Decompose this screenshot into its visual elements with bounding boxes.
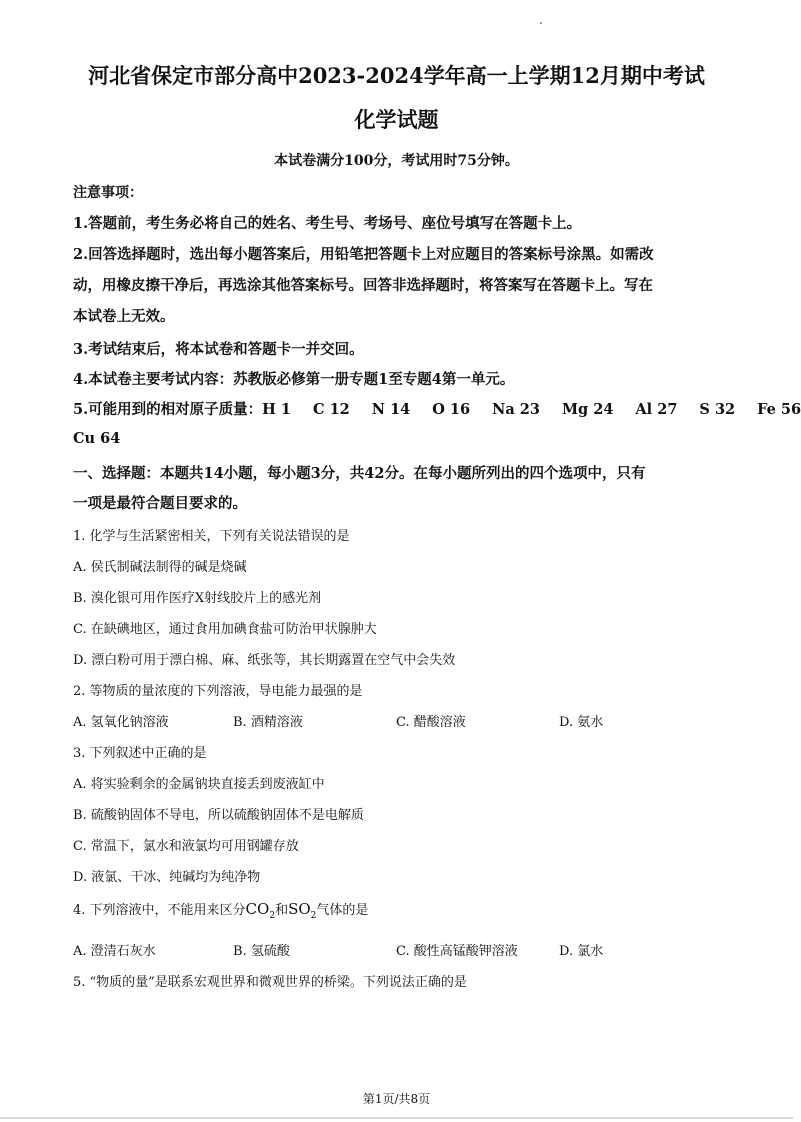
q2-option-c: C. 醋酸溶液: [396, 715, 466, 730]
atom-c: C 12: [312, 401, 350, 418]
q3-stem: 3. 下列叙述中正确的是: [73, 746, 207, 761]
section-1-line-1: 一、选择题：本题共14小题，每小题3分，共42分。在每小题所列出的四个选项中，只有: [73, 465, 646, 482]
formula-so2-sub: 2: [310, 911, 317, 921]
q1-option-c: C. 在缺碘地区，通过食用加碘食盐可防治甲状腺肿大: [73, 622, 377, 637]
q1-option-a: A. 侯氏制碱法制得的碱是烧碱: [73, 560, 247, 575]
section-1-line-2: 一项是最符合题目要求的。: [73, 495, 247, 512]
exam-info: 本试卷满分100分，考试用时75分钟。: [274, 153, 519, 169]
notice-item-3: 3.考试结束后，将本试卷和答题卡一并交回。: [73, 341, 364, 358]
q2-option-a: A. 氢氧化钠溶液: [73, 715, 169, 730]
exam-title: 河北省保定市部分高中2023-2024学年高一上学期12月期中考试: [88, 63, 705, 88]
atom-fe: Fe 56: [757, 401, 801, 418]
scan-dot: [540, 22, 542, 24]
atom-mg: Mg 24: [562, 401, 614, 418]
q1-option-b: B. 溴化银可用作医疗X射线胶片上的感光剂: [73, 591, 322, 606]
q1-stem: 1. 化学与生活紧密相关，下列有关说法错误的是: [73, 529, 350, 544]
atom-cu: Cu 64: [73, 430, 121, 447]
q2-option-d: D. 氨水: [559, 715, 604, 730]
atom-h: H 1: [262, 401, 291, 418]
notice-item-1: 1.答题前，考生务必将自己的姓名、考生号、考场号、座位号填写在答题卡上。: [73, 215, 582, 232]
q3-option-d: D. 液氯、干冰、纯碱均为纯净物: [73, 870, 261, 885]
atom-o: O 16: [432, 401, 471, 418]
q4-option-d: D. 氯水: [559, 944, 604, 959]
q2-option-b: B. 酒精溶液: [233, 715, 303, 730]
q4-option-b: B. 氢硫酸: [233, 944, 290, 959]
notice-item-2-line-2: 动，用橡皮擦干净后，再选涂其他答案标号。回答非选择题时，将答案写在答题卡上。写在: [73, 277, 653, 294]
q1-option-d: D. 漂白粉可用于漂白棉、麻、纸张等，其长期露置在空气中会失效: [73, 653, 456, 668]
q4-stem-post: 气体的是: [316, 903, 369, 918]
formula-so2: [288, 900, 317, 921]
page-bottom-line: [0, 1117, 793, 1119]
notice-item-2-line-3: 本试卷上无效。: [73, 308, 175, 325]
q4-stem: [73, 899, 368, 921]
q3-option-a: A. 将实验剩余的金属钠块直接丢到废液缸中: [73, 777, 325, 792]
notice-heading: 注意事项：: [73, 185, 143, 201]
q4-option-a: A. 澄清石灰水: [73, 944, 156, 959]
q4-option-c: C. 酸性高锰酸钾溶液: [396, 944, 518, 959]
atomic-mass-label: 5.可能用到的相对原子质量：: [73, 401, 263, 418]
formula-so2-base: SO: [288, 900, 311, 918]
q3-option-b: B. 硫酸钠固体不导电，所以硫酸钠固体不是电解质: [73, 808, 364, 823]
notice-item-2-line-1: 2.回答选择题时，选出每小题答案后，用铅笔把答题卡上对应题目的答案标号涂黑。如需改: [73, 246, 654, 263]
exam-subtitle: 化学试题: [354, 107, 439, 132]
q5-stem: 5. “物质的量”是联系宏观世界和微观世界的桥梁。下列说法正确的是: [73, 975, 467, 990]
atom-s: S 32: [699, 401, 736, 418]
formula-co2-sub: 2: [269, 911, 276, 921]
q4-stem-pre: 4. 下列溶液中，不能用来区分: [73, 903, 246, 918]
formula-co2: [245, 900, 276, 921]
q3-option-c: C. 常温下，氯水和液氯均可用钢罐存放: [73, 839, 299, 854]
atom-na: Na 23: [492, 401, 540, 418]
notice-item-4: 4.本试卷主要考试内容：苏教版必修第一册专题1至专题4第一单元。: [73, 371, 515, 388]
atom-n: N 14: [371, 401, 411, 418]
q4-and: 和: [275, 903, 289, 918]
q2-stem: 2. 等物质的量浓度的下列溶液，导电能力最强的是: [73, 684, 363, 699]
atomic-mass-list: [73, 398, 801, 419]
atom-al: Al 27: [635, 401, 678, 418]
formula-co2-base: CO: [245, 900, 270, 918]
page-number: 第1页/共8页: [362, 1092, 431, 1106]
